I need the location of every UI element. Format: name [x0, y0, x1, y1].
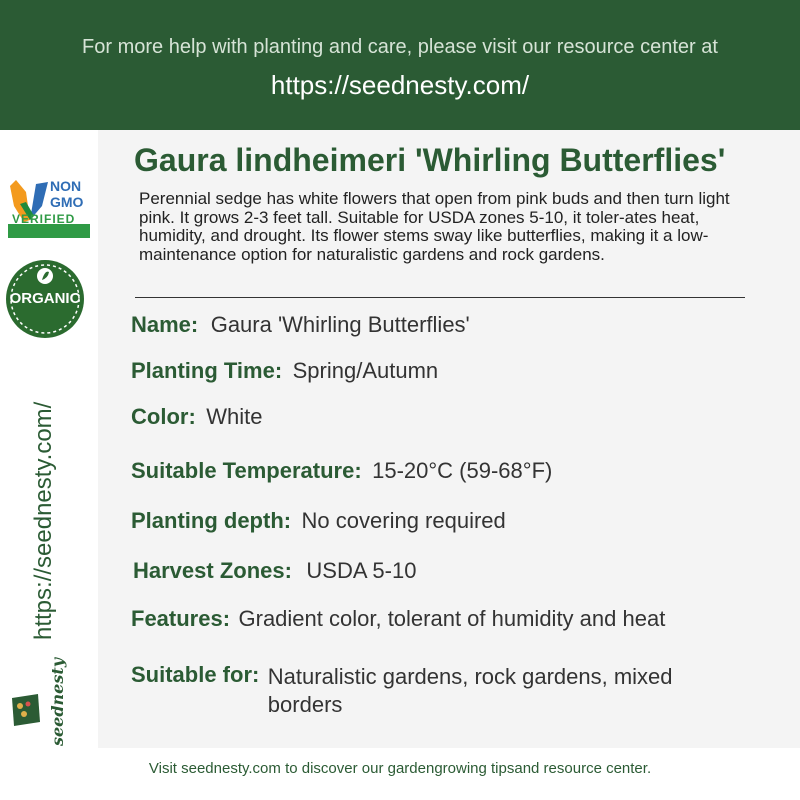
spec-value-line2: borders — [267, 692, 343, 717]
banner-url-link[interactable]: https://seednesty.com/ — [270, 70, 530, 100]
non-gmo-badge — [6, 176, 92, 240]
spec-row-color — [131, 404, 262, 430]
spec-row-planting-time — [131, 358, 438, 384]
seednesty-logo — [6, 657, 76, 750]
divider — [135, 297, 745, 298]
spec-row-harvest-zones — [133, 558, 416, 584]
spec-value: Gaura 'Whirling Butterflies' — [210, 312, 470, 337]
product-description: Perennial sedge has white flowers that open from pink buds and then turn light pink. It grows 2-3 feet tall. Suitable for USDA zones 5-10, it toler-ates heat, humidity, and drought. Its flower stems sway like butterflies, making it a low-maintenance option for naturalistic gardens and rock gardens. — [139, 189, 730, 264]
non-gmo-line2: GMO — [50, 194, 84, 210]
spec-label: Suitable Temperature: — [131, 458, 362, 483]
seed-box-icon — [8, 690, 42, 730]
spec-value: No covering required — [301, 508, 506, 533]
spec-label: Suitable for: — [131, 662, 260, 687]
product-title: Gaura lindheimeri 'Whirling Butterflies' — [134, 142, 726, 178]
non-gmo-line1: NON — [50, 178, 82, 194]
spec-row-temperature — [131, 458, 552, 484]
organic-label: ORGANIC — [9, 290, 81, 307]
spec-value: White — [206, 404, 263, 429]
spec-label: Name: — [131, 312, 199, 337]
banner-help-text: For more help with planting and care, please visit our resource center at — [82, 36, 718, 58]
spec-label: Harvest Zones: — [133, 558, 292, 583]
spec-value: USDA 5-10 — [306, 558, 417, 583]
spec-label: Planting depth: — [131, 508, 292, 533]
spec-value: 15-20°C (59-68°F) — [372, 458, 553, 483]
footer-text: Visit seednesty.com to discover our gardengrowing tipsand resource center. — [148, 760, 652, 777]
organic-badge — [4, 258, 86, 340]
spec-value: Gradient color, tolerant of humidity and heat — [238, 606, 666, 631]
spec-value: Spring/Autumn — [292, 358, 439, 383]
vertical-url-text[interactable]: https://seednesty.com/ — [30, 401, 57, 640]
spec-row-suitable-for — [131, 662, 673, 720]
spec-label: Color: — [131, 404, 196, 429]
brand-logo-text: seednesty — [48, 657, 67, 746]
spec-row-name — [131, 312, 470, 338]
non-gmo-verified: VERIFIED — [12, 212, 76, 226]
spec-row-features — [131, 606, 665, 632]
spec-row-planting-depth — [131, 508, 506, 534]
spec-label: Features: — [131, 606, 231, 631]
spec-label: Planting Time: — [131, 358, 283, 383]
top-banner — [0, 0, 800, 130]
spec-value: Naturalistic gardens, rock gardens, mixed — [267, 664, 673, 689]
spec-value-block — [268, 664, 673, 720]
